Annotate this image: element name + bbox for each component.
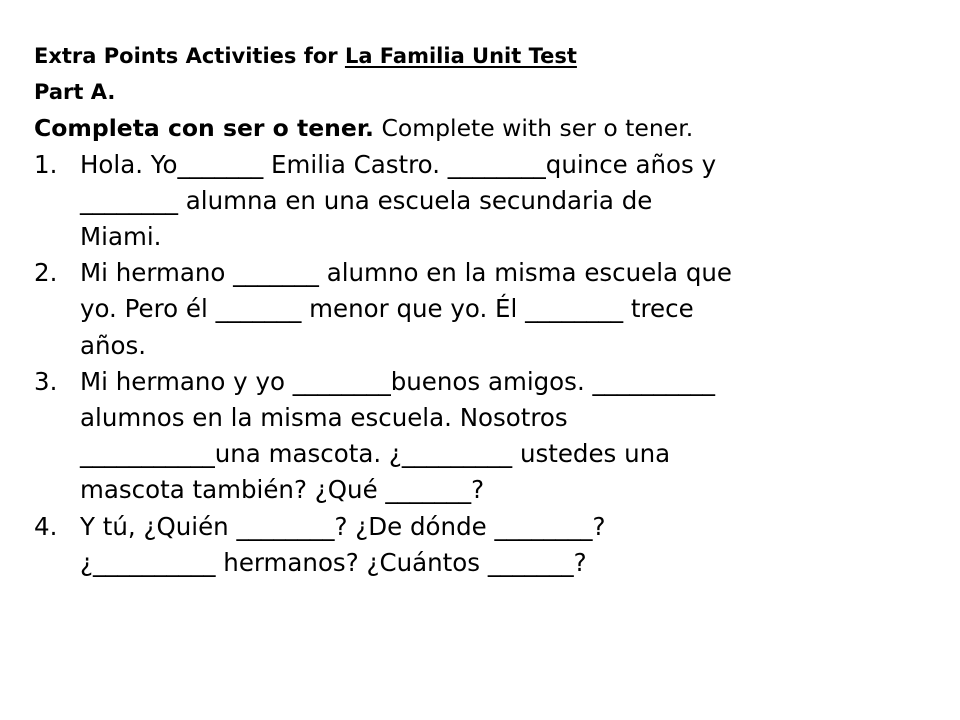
instruction-spanish: Completa con ser o tener. xyxy=(34,114,374,143)
title-unit-name: La Familia Unit Test xyxy=(344,44,577,68)
exercise-item-1 xyxy=(34,147,934,256)
item-line: ¿__________ hermanos? ¿Cuántos _______? xyxy=(80,547,587,577)
item-number: 2. xyxy=(34,258,58,288)
worksheet-title xyxy=(34,38,934,74)
item-line: Mi hermano y yo ________buenos amigos. __________ xyxy=(80,366,716,396)
item-number: 3. xyxy=(34,366,58,396)
exercise-list xyxy=(34,147,934,581)
item-line: Miami. xyxy=(80,222,162,252)
item-line: alumnos en la misma escuela. Nosotros xyxy=(80,403,568,433)
item-line: Y tú, ¿Quién ________? ¿De dónde ________? xyxy=(80,511,606,541)
item-number: 4. xyxy=(34,511,58,541)
item-line: años. xyxy=(80,330,147,360)
item-line: yo. Pero él _______ menor que yo. Él ________ trece xyxy=(80,294,694,324)
exercise-item-4 xyxy=(34,509,934,581)
instructions xyxy=(34,110,934,146)
item-line: Mi hermano _______ alumno en la misma escuela que xyxy=(80,258,732,288)
item-line: Hola. Yo_______ Emilia Castro. ________quince años y xyxy=(80,149,717,179)
worksheet xyxy=(34,38,934,581)
exercise-item-2 xyxy=(34,255,934,364)
part-label: Part A. xyxy=(34,80,116,105)
title-prefix: Extra Points Activities for xyxy=(34,44,345,68)
item-line: mascota también? ¿Qué _______? xyxy=(80,475,485,505)
item-number: 1. xyxy=(34,149,58,179)
item-line: ________ alumna en una escuela secundaria de xyxy=(80,185,653,215)
exercise-item-3 xyxy=(34,364,934,509)
item-line: ___________una mascota. ¿_________ ustedes una xyxy=(80,439,671,469)
instruction-english: Complete with ser o tener. xyxy=(373,114,694,143)
